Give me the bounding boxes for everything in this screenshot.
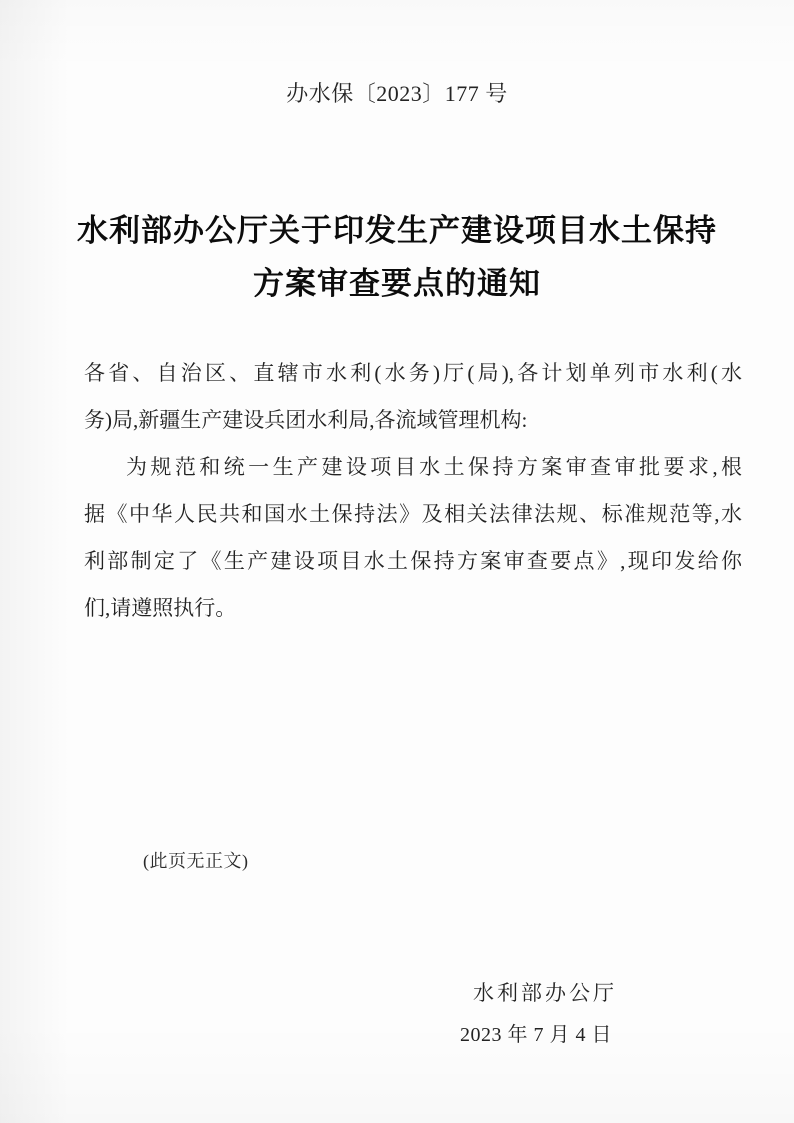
- document-body: [84, 350, 742, 632]
- signature-date: 2023 年 7 月 4 日: [460, 1024, 612, 1046]
- salutation-line: 各省、自治区、直辖市水利(水务)厅(局),各计划单列市水利(水: [84, 361, 742, 385]
- document-title-line2: 方案审查要点的通知: [253, 266, 541, 301]
- body-line: 们,请遵照执行。: [84, 596, 237, 620]
- document-title: [67, 204, 727, 310]
- signature-issuer: 水利部办公厅: [473, 981, 617, 1005]
- no-main-text-note: (此页无正文): [143, 851, 249, 871]
- document-reference-number: 办水保〔2023〕177 号: [286, 81, 508, 106]
- body-line: 据《中华人民共和国水土保持法》及相关法律法规、标准规范等,水: [84, 502, 742, 526]
- body-line: 利部制定了《生产建设项目水土保持方案审查要点》,现印发给你: [84, 549, 742, 573]
- document-title-line1: 水利部办公厅关于印发生产建设项目水土保持: [77, 213, 717, 248]
- body-line: 为规范和统一生产建设项目水土保持方案审查审批要求,根: [126, 455, 742, 479]
- salutation-line: 务)局,新疆生产建设兵团水利局,各流域管理机构:: [84, 408, 528, 432]
